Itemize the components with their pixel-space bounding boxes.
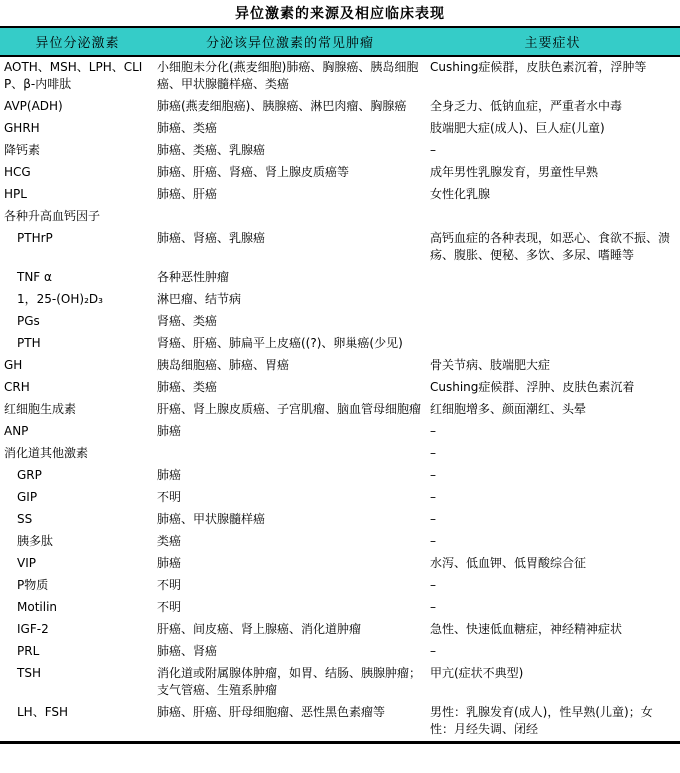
tumors-cell: 肾癌、类癌 <box>157 314 218 328</box>
table-row <box>0 118 680 140</box>
table-row <box>0 487 680 509</box>
tumors-cell: 肺癌 <box>157 468 182 482</box>
tumors-cell: 胰岛细胞癌、肺癌、胃癌 <box>157 358 290 372</box>
hormone-cell: 1，25-(OH)₂D₃ <box>17 292 103 306</box>
table-row <box>0 140 680 162</box>
symptoms-cell: 水泻、低血钾、低胃酸综合征 <box>430 556 587 570</box>
table-row <box>0 509 680 531</box>
symptoms-cell: 急性、快速低血糖症，神经精神症状 <box>430 622 623 636</box>
page-title: 异位激素的来源及相应临床表现 <box>235 6 445 22</box>
table-row <box>0 597 680 619</box>
hormone-cell: P物质 <box>17 578 49 592</box>
table-row <box>0 267 680 289</box>
symptoms-cell: 骨关节病、肢端肥大症 <box>430 358 551 372</box>
table-row <box>0 443 680 465</box>
table-row <box>0 289 680 311</box>
hormone-cell: 红细胞生成素 <box>4 402 77 416</box>
hormone-cell: HCG <box>4 165 31 179</box>
symptoms-cell: 成年男性乳腺发育，男童性早熟 <box>430 165 599 179</box>
symptoms-cell: – <box>430 468 436 482</box>
symptoms-cell: – <box>430 424 436 438</box>
symptoms-cell: – <box>430 578 436 592</box>
hormone-cell: PTH <box>17 336 41 350</box>
table-row <box>0 531 680 553</box>
hormone-cell: 消化道其他激素 <box>4 446 89 460</box>
symptoms-cell: 肢端肥大症(成人)、巨人症(儿童) <box>430 121 605 135</box>
tumors-cell: 肺癌、类癌、乳腺癌 <box>157 143 266 157</box>
hormone-cell: 降钙素 <box>4 143 41 157</box>
tumors-cell: 肺癌、类癌 <box>157 121 218 135</box>
hormone-cell: 胰多肽 <box>17 534 54 548</box>
table-row <box>0 206 680 228</box>
tumors-cell <box>155 206 425 228</box>
table-row <box>0 96 680 118</box>
tumors-cell: 各种恶性肿瘤 <box>157 270 230 284</box>
tumors-cell: 肺癌、肝癌 <box>157 187 218 201</box>
table-row <box>0 184 680 206</box>
tumors-cell: 肺癌、肝癌、肝母细胞瘤、恶性黑色素瘤等 <box>157 705 386 719</box>
tumors-cell: 肝癌、间皮癌、肾上腺癌、消化道肿瘤 <box>157 622 362 636</box>
tumors-cell: 肺癌、甲状腺髓样癌 <box>157 512 266 526</box>
hormone-cell: GH <box>4 358 23 372</box>
symptoms-cell: – <box>430 143 436 157</box>
hormone-table <box>0 26 680 744</box>
table-row <box>0 311 680 333</box>
table-row <box>0 663 680 702</box>
hormone-cell: GIP <box>17 490 38 504</box>
table-row <box>0 228 680 267</box>
table-row <box>0 553 680 575</box>
table-body <box>0 56 680 743</box>
hormone-cell: PGs <box>17 314 40 328</box>
tumors-cell: 不明 <box>157 600 182 614</box>
table-row <box>0 56 680 96</box>
tumors-cell: 肺癌、肾癌、乳腺癌 <box>157 231 266 245</box>
table-row <box>0 421 680 443</box>
symptoms-cell <box>425 311 680 333</box>
tumors-cell: 不明 <box>157 578 182 592</box>
hormone-cell: PRL <box>17 644 40 658</box>
symptoms-cell <box>425 333 680 355</box>
symptoms-cell <box>425 289 680 311</box>
table-row <box>0 162 680 184</box>
table-header <box>0 27 680 56</box>
symptoms-cell: – <box>430 644 436 658</box>
col-header-symptoms: 主要症状 <box>425 27 680 56</box>
hormone-cell: GHRH <box>4 121 40 135</box>
symptoms-cell: 红细胞增多、颜面潮红、头晕 <box>430 402 587 416</box>
table-row <box>0 702 680 743</box>
hormone-cell: GRP <box>17 468 42 482</box>
hormone-cell: 各种升高血钙因子 <box>4 209 101 223</box>
symptoms-cell: Cushing症候群，皮肤色素沉着，浮肿等 <box>430 60 647 74</box>
symptoms-cell: 甲亢(症状不典型) <box>430 666 524 680</box>
header-row <box>0 27 680 56</box>
tumors-cell: 肺癌 <box>157 424 182 438</box>
table-row <box>0 575 680 597</box>
symptoms-cell: – <box>430 600 436 614</box>
symptoms-cell: 全身乏力、低钠血症，严重者水中毒 <box>430 99 623 113</box>
table-row <box>0 333 680 355</box>
symptoms-cell: 高钙血症的各种表现，如恶心、食欲不振、溃疡、腹胀、便秘、多饮、多尿、嗜睡等 <box>430 231 671 262</box>
tumors-cell: 肝癌、肾上腺皮质癌、子宫肌瘤、脑血管母细胞瘤 <box>157 402 422 416</box>
tumors-cell: 淋巴瘤、结节病 <box>157 292 242 306</box>
col-header-tumors: 分泌该异位激素的常见肿瘤 <box>155 27 425 56</box>
hormone-cell: ANP <box>4 424 29 438</box>
hormone-cell: AVP(ADH) <box>4 99 63 113</box>
table-row <box>0 619 680 641</box>
tumors-cell: 不明 <box>157 490 182 504</box>
tumors-cell <box>155 443 425 465</box>
symptoms-cell <box>425 267 680 289</box>
hormone-cell: AOTH、MSH、LPH、CLIP、β-内啡肽 <box>4 60 143 91</box>
symptoms-cell: – <box>430 534 436 548</box>
tumors-cell: 类癌 <box>157 534 182 548</box>
symptoms-cell: – <box>430 490 436 504</box>
table-row <box>0 377 680 399</box>
hormone-cell: CRH <box>4 380 30 394</box>
symptoms-cell <box>425 206 680 228</box>
symptoms-cell: – <box>430 512 436 526</box>
hormone-cell: Motilin <box>17 600 58 614</box>
tumors-cell: 小细胞未分化(燕麦细胞)肺癌、胸腺癌、胰岛细胞癌、甲状腺髓样癌、类癌 <box>157 60 419 91</box>
symptoms-cell: – <box>430 446 436 460</box>
hormone-cell: IGF-2 <box>17 622 49 636</box>
tumors-cell: 消化道或附属腺体肿瘤，如胃、结肠、胰腺肿瘤；支气管癌、生殖系肿瘤 <box>157 666 422 697</box>
symptoms-cell: 男性：乳腺发育(成人)，性早熟(儿童)；女性：月经失调、闭经 <box>430 705 653 736</box>
table-row <box>0 641 680 663</box>
hormone-cell: TSH <box>17 666 41 680</box>
tumors-cell: 肺癌 <box>157 556 182 570</box>
table-row <box>0 355 680 377</box>
hormone-cell: HPL <box>4 187 27 201</box>
tumors-cell: 肺癌(燕麦细胞癌)、胰腺癌、淋巴肉瘤、胸腺癌 <box>157 99 407 113</box>
hormone-cell: TNF α <box>17 270 52 284</box>
hormone-cell: LH、FSH <box>17 705 69 719</box>
tumors-cell: 肺癌、类癌 <box>157 380 218 394</box>
table-row <box>0 399 680 421</box>
hormone-cell: PTHrP <box>17 231 53 245</box>
col-header-hormone: 异位分泌激素 <box>0 27 155 56</box>
symptoms-cell: Cushing症候群、浮肿、皮肤色素沉着 <box>430 380 635 394</box>
symptoms-cell: 女性化乳腺 <box>430 187 491 201</box>
hormone-cell: VIP <box>17 556 36 570</box>
tumors-cell: 肾癌、肝癌、肺扁平上皮癌((?)、卵巢癌(少见) <box>157 336 403 350</box>
hormone-cell: SS <box>17 512 33 526</box>
tumors-cell: 肺癌、肾癌 <box>157 644 218 658</box>
tumors-cell: 肺癌、肝癌、肾癌、肾上腺皮质癌等 <box>157 165 350 179</box>
table-row <box>0 465 680 487</box>
